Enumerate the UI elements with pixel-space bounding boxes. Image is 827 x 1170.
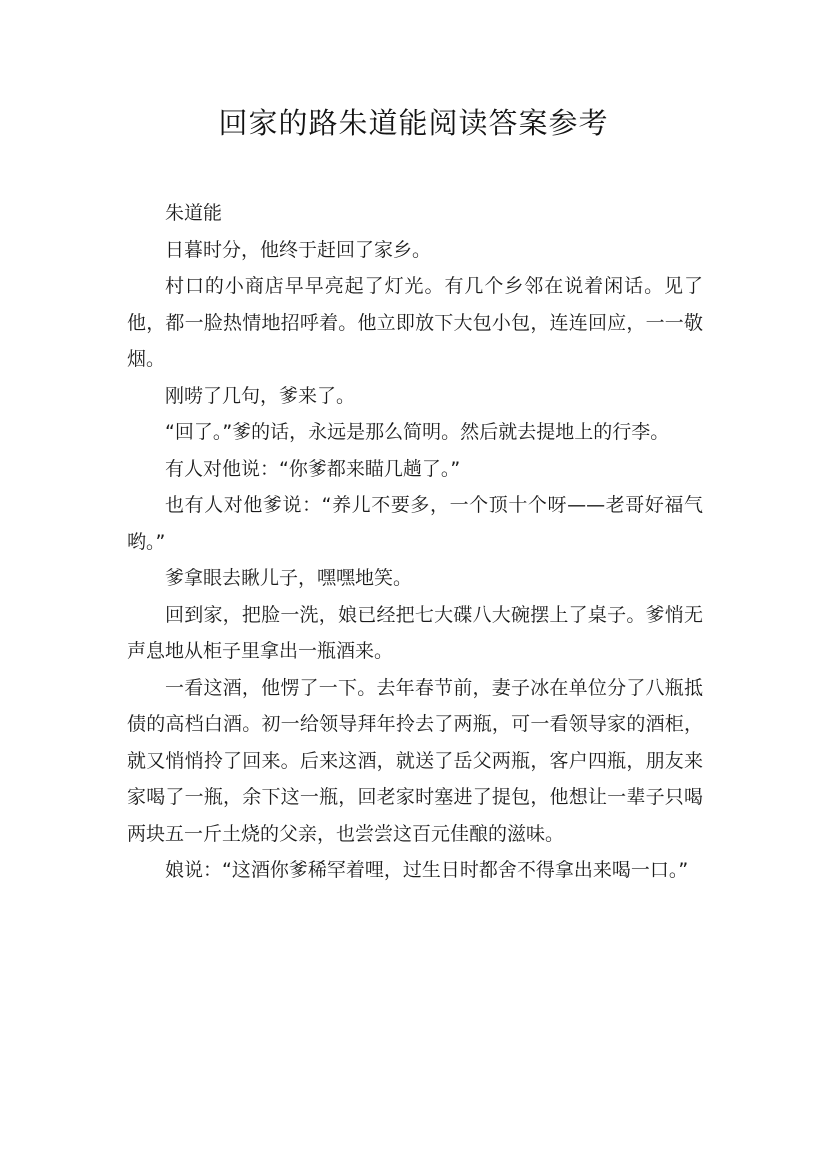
paragraph: 回到家，把脸一洗，娘已经把七大碟八大碗摆上了桌子。爹悄无声息地从柜子里拿出一瓶酒来。	[127, 603, 703, 662]
paragraph: 刚唠了几句，爹来了。	[165, 384, 356, 407]
paragraph: 也有人对他爹说：“养儿不要多，一个顶十个呀——老哥好福气哟。”	[127, 494, 703, 553]
document-title: 回家的路朱道能阅读答案参考	[218, 106, 609, 140]
paragraph: 日暮时分，他终于赶回了家乡。	[165, 238, 432, 261]
paragraph: 娘说：“这酒你爹稀罕着哩，过生日时都舍不得拿出来喝一口。”	[165, 859, 689, 881]
article-body	[127, 195, 703, 889]
paragraph: 一看这酒，他愣了一下。去年春节前，妻子冰在单位分了八瓶抵债的高档白酒。初一给领导拜年拎去了两瓶，可一看领导家的酒柜，就又悄悄拎了回来。后来这酒，就送了岳父两瓶，客户四瓶，朋友来家喝了一瓶，余下这一瓶，回老家时塞进了提包，他想让一辈子只喝两块五一斤土烧的父亲，也尝尝这百元佳酿的滋味。	[127, 676, 703, 845]
paragraph: “回了。”爹的话，永远是那么简明。然后就去提地上的行李。	[165, 421, 670, 443]
paragraph: 有人对他说：“你爹都来瞄几趟了。”	[165, 457, 461, 480]
paragraph: 村口的小商店早早亮起了灯光。有几个乡邻在说着闲话。见了他，都一脸热情地招呼着。他立即放下大包小包，连连回应，一一敬烟。	[127, 275, 703, 370]
author-line: 朱道能	[165, 202, 223, 224]
paragraph: 爹拿眼去瞅儿子，嘿嘿地笑。	[165, 567, 413, 589]
